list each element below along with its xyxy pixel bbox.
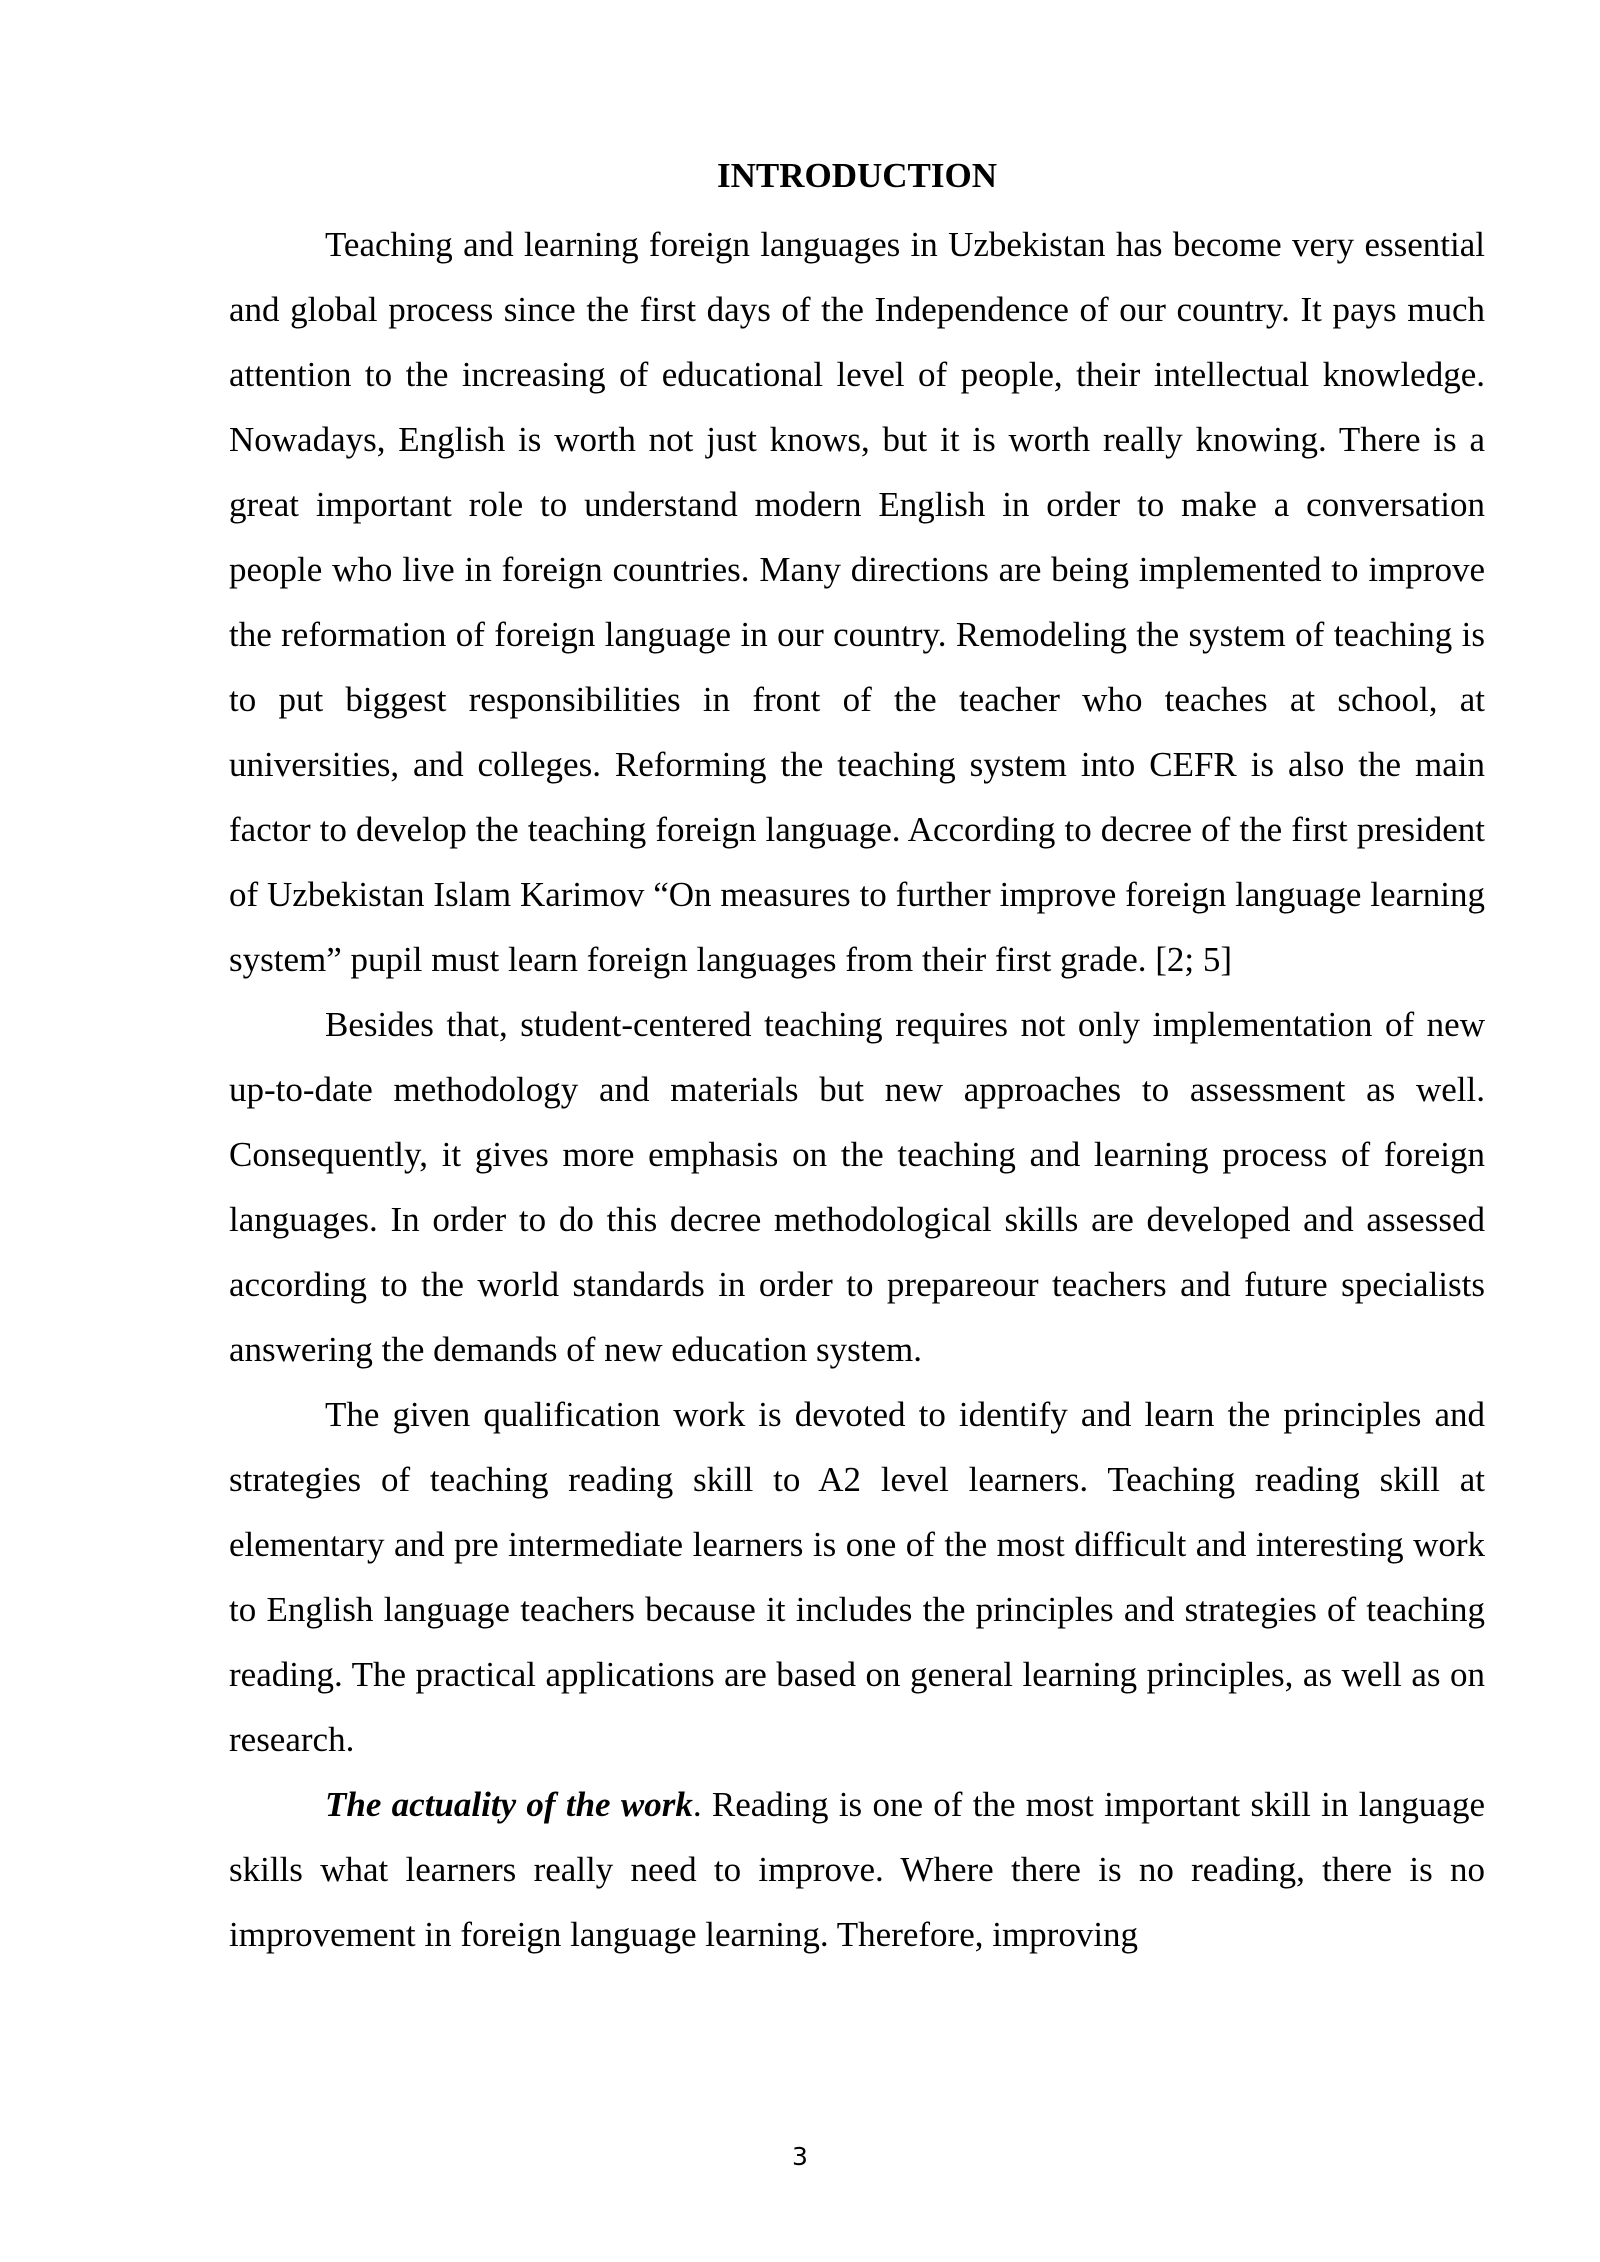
actuality-heading: The actuality of the work [325,1785,693,1824]
paragraph-actuality [229,1772,1485,1967]
paragraph-1: Teaching and learning foreign languages in Uzbekistan has become very essential and global process since the first days of the Independence of our country. It pays much attention to the increasing of educational level of people, their intellectual knowledge. Nowadays, English is worth not just knows, but it is worth really knowing. There is a great important role to understand modern English in order to make a conversation people who live in foreign countries. Many directions are being implemented to improve the reformation of foreign language in our country. Remodeling the system of teaching is to put biggest responsibilities in front of the teacher who teaches at school, at universities, and colleges. Reforming the teaching system into CEFR is also the main factor to develop the teaching foreign language. According to decree of the first president of Uzbekistan Islam Karimov “On measures to further improve foreign language learning system” pupil must learn foreign languages from their first grade. [2; 5] [229,225,1485,979]
actuality-text: . Reading is one of the most important skill in language skills what learners really need to improve. Where there is no reading, there is no improvement in foreign language learning. Therefore, improving [229,1785,1485,1954]
page-number: 3 [792,2142,808,2171]
section-title: INTRODUCTION [716,156,998,195]
paragraph-3: The given qualification work is devoted to identify and learn the principles and strategies of teaching reading skill to A2 level learners. Teaching reading skill at elementary and pre intermediate learners is one of the most difficult and interesting work to English language teachers because it includes the principles and strategies of teaching reading. The practical applications are based on general learning principles, as well as on research. [229,1395,1485,1759]
document-page [229,150,1485,1967]
paragraph-2: Besides that, student-centered teaching requires not only implementation of new up-to-date methodology and materials but new approaches to assessment as well. Consequently, it gives more emphasis on the teaching and learning process of foreign languages. In order to do this decree methodological skills are developed and assessed according to the world standards in order to prepareour teachers and future specialists answering the demands of new education system. [229,1005,1485,1369]
